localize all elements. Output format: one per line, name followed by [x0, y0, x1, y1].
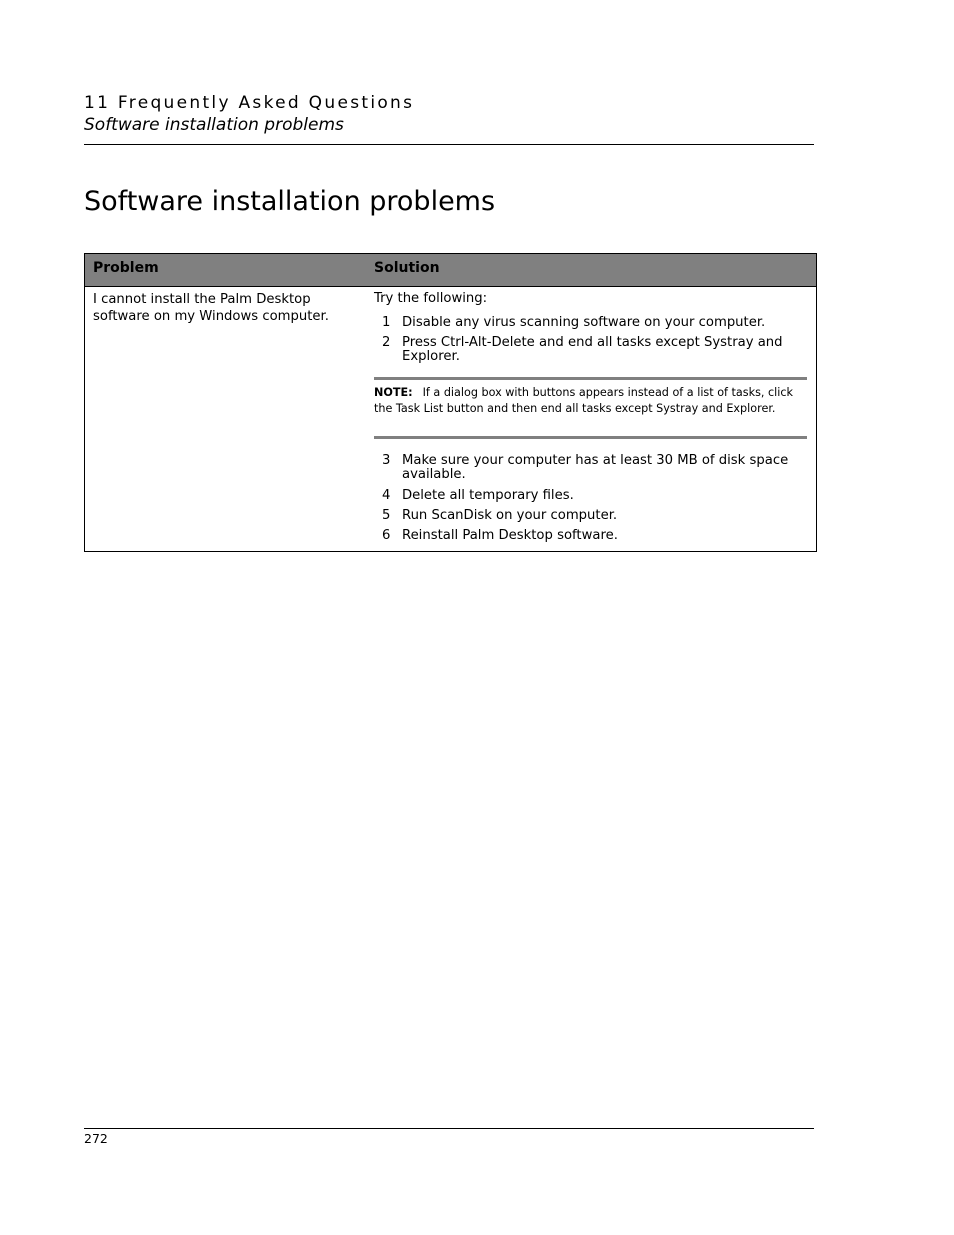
table-header-row: [85, 254, 816, 287]
step-text: Disable any virus scanning software on your computer.: [402, 315, 766, 330]
note-bottom-rule: [374, 436, 807, 439]
note-top-rule: [374, 377, 807, 380]
header-rule: [84, 144, 814, 145]
step-text: Delete all temporary files.: [402, 488, 574, 503]
page-title: Software installation problems: [84, 186, 496, 217]
column-header-solution: Solution: [374, 260, 440, 276]
faq-table: [84, 253, 817, 552]
column-header-problem: Problem: [93, 260, 159, 276]
note-label: NOTE:: [374, 386, 413, 399]
note-text: If a dialog box with buttons appears instead of a list of tasks, click the Task List button and then end all tasks except Systray and Explorer.: [374, 386, 794, 415]
footer-rule: [84, 1128, 814, 1129]
step-text: Run ScanDisk on your computer.: [402, 508, 618, 523]
step-number: 4: [382, 488, 391, 503]
step-number: 3: [382, 453, 391, 468]
step-number: 5: [382, 508, 391, 523]
problem-cell: I cannot install the Palm Desktop software on my Windows computer.: [93, 292, 329, 324]
step-text: Make sure your computer has at least 30 MB of disk space available.: [402, 453, 789, 482]
step-number: 2: [382, 335, 391, 350]
running-header-section: Software installation problems: [84, 115, 344, 135]
step-text: Reinstall Palm Desktop software.: [402, 528, 618, 543]
step-number: 1: [382, 315, 391, 330]
note-box: [374, 385, 804, 416]
solution-intro: Try the following:: [374, 291, 488, 306]
step-text: Press Ctrl-Alt-Delete and end all tasks except Systray and Explorer.: [402, 335, 783, 364]
page-number: 272: [84, 1131, 108, 1146]
running-header-chapter: 11 Frequently Asked Questions: [84, 93, 415, 113]
step-number: 6: [382, 528, 391, 543]
